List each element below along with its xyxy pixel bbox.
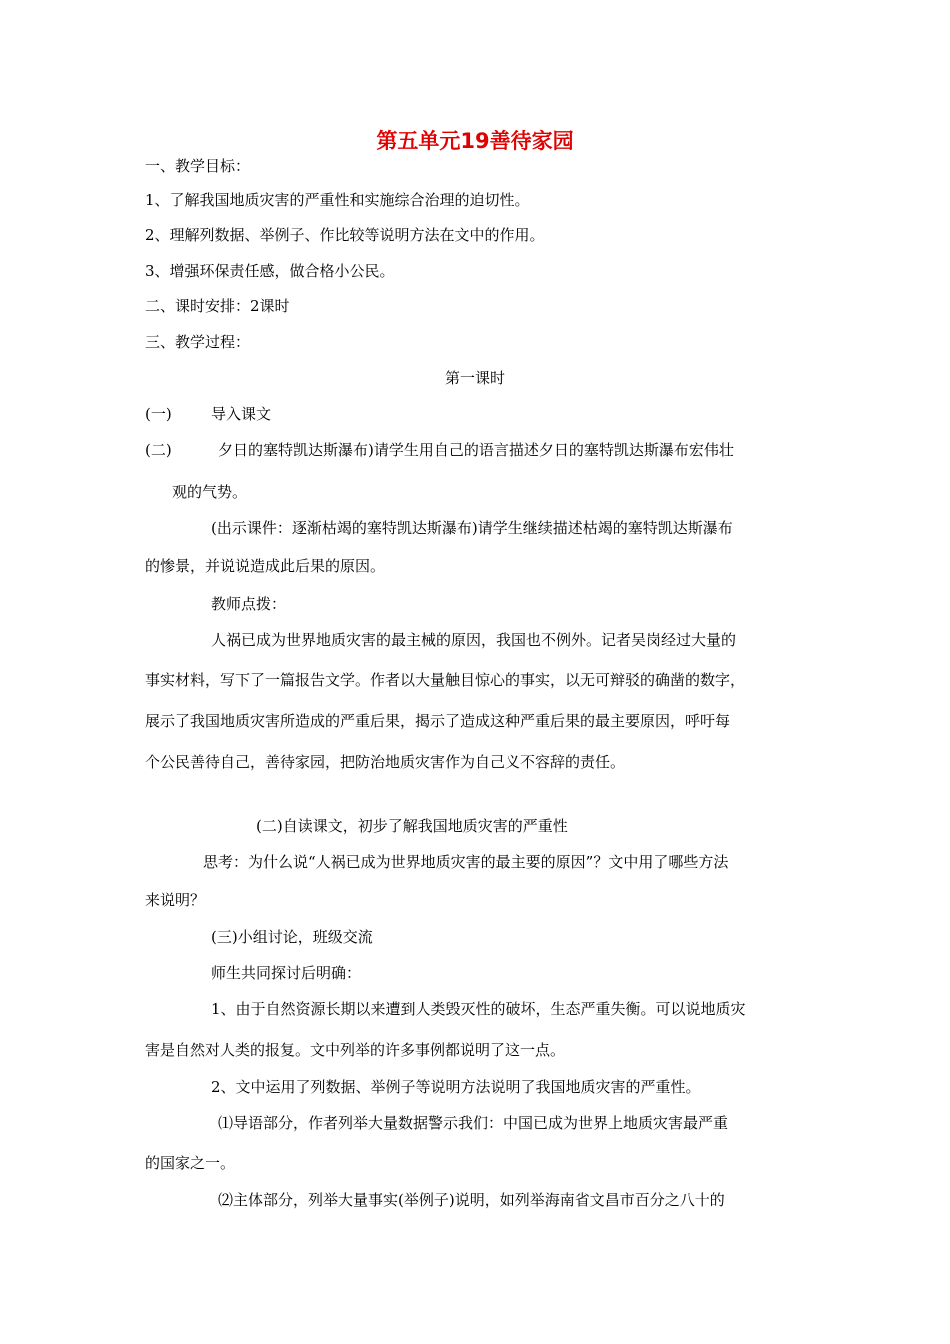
- goal-item-1: 1、了解我国地质灾害的严重性和实施综合治理的迫切性。: [145, 191, 530, 209]
- sub-point-1-cont: 的国家之一。: [145, 1154, 236, 1172]
- tip-paragraph-line-4: 个公民善待自己，善待家园，把防治地质灾害作为自己义不容辞的责任。: [145, 753, 626, 771]
- teacher-tip-label: 教师点拨：: [211, 595, 287, 613]
- goal-item-3: 3、增强环保责任感，做合格小公民。: [145, 262, 395, 280]
- process-heading: 三、教学过程：: [145, 333, 251, 351]
- point-1: 1、由于自然资源长期以来遭到人类毁灭性的破坏，生态严重失衡。可以说地质灾: [211, 1000, 746, 1018]
- step-2-number: (二): [145, 441, 172, 459]
- goal-item-2: 2、理解列数据、举例子、作比较等说明方法在文中的作用。: [145, 226, 545, 244]
- tip-paragraph-line-2: 事实材料，写下了一篇报告文学。作者以大量触目惊心的事实，以无可辩驳的确凿的数字，: [145, 671, 746, 689]
- point-1-cont: 害是自然对人类的报复。文中列举的许多事例都说明了这一点。: [145, 1041, 566, 1059]
- clarify-label: 师生共同探讨后明确：: [211, 964, 362, 982]
- sub-point-2: ⑵主体部分，列举大量事实(举例子)说明，如列举海南省文昌市百分之八十的: [218, 1191, 725, 1209]
- think-question: 思考：为什么说“人祸已成为世界地质灾害的最主要的原因”？文中用了哪些方法: [203, 853, 729, 871]
- lesson-heading: 第一课时: [444, 369, 505, 387]
- schedule-line: 二、课时安排：2课时: [145, 297, 290, 315]
- step-2-text-cont: 观的气势。: [172, 483, 248, 501]
- tip-paragraph-line-3: 展示了我国地质灾害所造成的严重后果，揭示了造成这种严重后果的最主要原因，呼吁每: [145, 712, 731, 730]
- think-question-cont: 来说明？: [145, 891, 206, 909]
- document-title: 第五单元19善待家园: [376, 129, 574, 153]
- point-2: 2、文中运用了列数据、举例子等说明方法说明了我国地质灾害的严重性。: [211, 1078, 701, 1096]
- discuss-heading: (三)小组讨论，班级交流: [211, 928, 373, 946]
- tip-paragraph-line-1: 人祸已成为世界地质灾害的最主械的原因，我国也不例外。记者吴岗经过大量的: [211, 631, 737, 649]
- step-2-text: 夕日的塞特凯达斯瀑布)请学生用自己的语言描述夕日的塞特凯达斯瀑布宏伟壮: [218, 441, 734, 459]
- step-1-text: 导入课文: [211, 405, 272, 423]
- sub-point-1: ⑴导语部分，作者列举大量数据警示我们：中国已成为世界上地质灾害最严重: [218, 1114, 729, 1132]
- step-1-number: (一): [145, 405, 172, 423]
- goals-heading: 一、教学目标：: [145, 157, 251, 175]
- courseware-paragraph: (出示课件：逐渐枯竭的塞特凯达斯瀑布)请学生继续描述枯竭的塞特凯达斯瀑布: [211, 519, 733, 537]
- courseware-paragraph-cont: 的惨景，并说说造成此后果的原因。: [145, 557, 386, 575]
- self-read-heading: (二)自读课文，初步了解我国地质灾害的严重性: [256, 817, 568, 835]
